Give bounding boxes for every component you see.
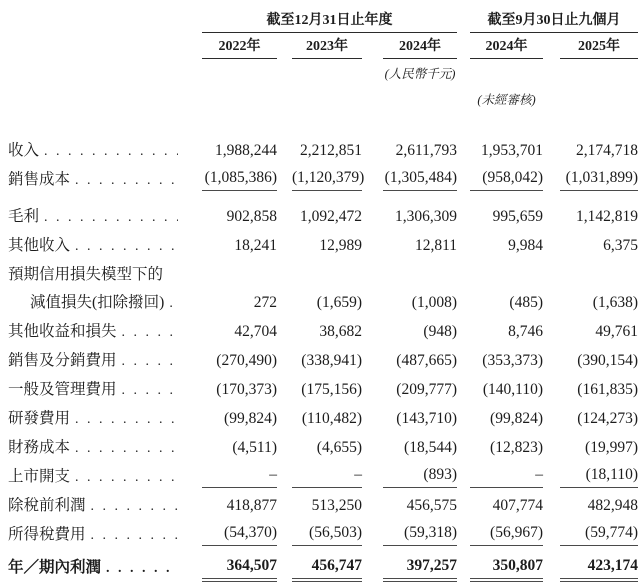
value-cell: [277, 289, 362, 318]
value: (893): [383, 463, 457, 488]
value-cell: [543, 261, 638, 289]
value: 2,174,718: [576, 142, 638, 159]
value-cell: [202, 261, 277, 289]
value-cell: [202, 463, 277, 492]
value-cell: [457, 289, 543, 318]
value: 397,257: [383, 554, 457, 579]
table-row: [8, 405, 640, 434]
value: 8,746: [508, 323, 543, 340]
row-label: [8, 203, 202, 232]
unaudited-note-row: [8, 82, 640, 108]
value: 2,611,793: [395, 142, 457, 159]
year-header-2024: 2024年: [362, 39, 457, 59]
unaudited-note: (未經審核): [477, 93, 536, 108]
value-cell: [202, 203, 277, 232]
row-label-text: 收入: [8, 142, 40, 159]
value: (4,655): [316, 439, 362, 456]
value: (110,482): [301, 410, 362, 427]
value-cell: [202, 554, 277, 583]
row-label-text: 銷售及分銷費用: [8, 352, 117, 369]
value-cell: [457, 232, 543, 261]
value-cell: [457, 434, 543, 463]
value-cell: [277, 137, 362, 166]
row-label: [8, 137, 202, 166]
value-cell: [457, 521, 543, 550]
value: 1,092,472: [300, 208, 362, 225]
value-cell: [362, 463, 457, 492]
value-cell: [362, 261, 457, 289]
table-row: [8, 463, 640, 492]
table-header: [8, 6, 640, 108]
dot-leader: [44, 137, 178, 166]
dot-leader: [75, 463, 178, 492]
row-label-text: 財務成本: [8, 439, 71, 456]
value-cell: [362, 521, 457, 550]
value: 18,241: [234, 237, 277, 254]
table-row: [8, 554, 640, 583]
value: (19,997): [585, 439, 638, 456]
value: (59,318): [383, 521, 457, 546]
value-cell: [457, 376, 543, 405]
value: 513,250: [311, 497, 362, 514]
value-cell: [277, 434, 362, 463]
value-cell: [457, 405, 543, 434]
value: (1,008): [411, 294, 457, 311]
row-label: [8, 318, 202, 347]
value-cell: [457, 137, 543, 166]
year-header-row: [8, 33, 640, 59]
table-row: [8, 166, 640, 195]
value: 423,174: [560, 554, 638, 579]
value: 456,575: [406, 497, 457, 514]
value-cell: [277, 376, 362, 405]
value: 456,747: [292, 554, 362, 579]
value-cell: [277, 166, 365, 195]
value: 1,988,244: [215, 142, 277, 159]
value-cell: [543, 347, 638, 376]
value-cell: [277, 492, 362, 521]
value: (1,305,484): [383, 166, 457, 191]
value-cell: [202, 166, 277, 195]
row-label: [8, 289, 202, 318]
value: 38,682: [319, 323, 362, 340]
row-label-text: 所得稅費用: [8, 526, 86, 543]
row-label: [8, 232, 202, 261]
value: (1,120,379): [292, 166, 362, 191]
value-cell: [277, 405, 362, 434]
value-cell: [277, 318, 362, 347]
year-header-2024-interim: 2024年: [457, 39, 543, 59]
value: (487,665): [396, 352, 457, 369]
value: 9,984: [508, 237, 543, 254]
value: (209,777): [396, 381, 457, 398]
value: (124,273): [577, 410, 638, 427]
value: 12,811: [414, 237, 457, 254]
value: 1,306,309: [395, 208, 457, 225]
row-label-text: 除稅前利潤: [8, 497, 86, 514]
value: (1,085,386): [202, 166, 277, 191]
dot-leader: [122, 376, 178, 405]
value-cell: [543, 232, 638, 261]
value-cell: [202, 492, 277, 521]
row-label: [8, 347, 202, 376]
row-label-text: 上市開支: [8, 468, 71, 485]
dot-leader: [75, 232, 178, 261]
row-label: [8, 492, 202, 521]
value: 42,704: [234, 323, 277, 340]
row-label: [8, 434, 202, 463]
value: 49,761: [595, 323, 638, 340]
value: (170,373): [216, 381, 277, 398]
column-group-annual: 截至12月31日止年度: [202, 13, 457, 33]
value: 995,659: [492, 208, 543, 225]
value: 482,948: [587, 497, 638, 514]
dot-leader: [75, 166, 178, 195]
value-cell: [543, 203, 638, 232]
value-cell: [543, 463, 638, 492]
value-cell: [543, 492, 638, 521]
value: (1,031,899): [560, 166, 638, 191]
dot-leader: [169, 289, 178, 318]
value: 6,375: [603, 237, 638, 254]
value: (54,370): [202, 521, 277, 546]
row-label: [8, 463, 202, 492]
value-cell: [202, 405, 277, 434]
table-row: [8, 376, 640, 405]
value-cell: [543, 434, 638, 463]
value-cell: [277, 261, 362, 289]
value: 1,953,701: [481, 142, 543, 159]
value: (270,490): [216, 352, 277, 369]
value: (140,110): [482, 381, 543, 398]
row-label-text: 預期信用損失模型下的: [8, 266, 164, 283]
row-label-text: 其他收入: [8, 237, 71, 254]
value-cell: [277, 347, 362, 376]
table-row: [8, 318, 640, 347]
value: (143,710): [396, 410, 457, 427]
value-cell: [543, 405, 638, 434]
value-cell: [543, 521, 638, 550]
dot-leader: [75, 405, 178, 434]
value-cell: [543, 554, 638, 583]
value-cell: [457, 261, 543, 289]
row-label-text: 一般及管理費用: [8, 381, 117, 398]
dot-leader: [106, 554, 178, 583]
value-cell: [362, 203, 457, 232]
value: (18,110): [560, 463, 638, 488]
value: (485): [509, 294, 543, 311]
table-row: [8, 203, 640, 232]
value-cell: [362, 166, 457, 195]
value: 272: [253, 294, 277, 311]
value-cell: [202, 289, 277, 318]
value: (948): [423, 323, 457, 340]
column-group-interim: 截至9月30日止九個月: [470, 13, 638, 33]
row-label-text: 其他收益和損失: [8, 323, 117, 340]
table-row: [8, 492, 640, 521]
dot-leader: [122, 347, 178, 376]
value-cell: [362, 405, 457, 434]
value: 418,877: [226, 497, 277, 514]
value: 12,989: [319, 237, 362, 254]
table-row: [8, 261, 640, 289]
table-row: [8, 232, 640, 261]
dot-leader: [75, 434, 178, 463]
row-label: [8, 521, 202, 550]
value-cell: [362, 376, 457, 405]
value-cell: [543, 289, 638, 318]
value: (12,823): [490, 439, 543, 456]
value-cell: [457, 166, 543, 195]
value-cell: [202, 137, 277, 166]
currency-unit-note: (人民幣千元): [384, 67, 456, 82]
value-cell: [362, 289, 457, 318]
row-label-text: 研發費用: [8, 410, 71, 427]
row-label-text: 銷售成本: [8, 171, 71, 188]
row-label-text: 年／期內利潤: [8, 559, 102, 576]
dot-leader: [91, 521, 178, 550]
row-label-text: 毛利: [8, 208, 40, 225]
value: (1,659): [316, 294, 362, 311]
table-row: [8, 521, 640, 550]
value-cell: [543, 318, 638, 347]
table-row: [8, 347, 640, 376]
value-cell: [543, 166, 638, 195]
value-cell: [457, 463, 543, 492]
year-header-2022: 2022年: [202, 39, 277, 59]
table-body: [8, 137, 640, 583]
value-cell: [277, 463, 362, 492]
value: (4,511): [232, 439, 277, 456]
value-cell: [202, 232, 277, 261]
row-label: [8, 261, 202, 289]
value: (18,544): [404, 439, 457, 456]
row-label-text: 減值損失(扣除撥回): [30, 294, 165, 311]
value: 407,774: [492, 497, 543, 514]
value-cell: [362, 347, 457, 376]
value: (1,638): [592, 294, 638, 311]
value-cell: [202, 434, 277, 463]
value: (99,824): [224, 410, 277, 427]
value: 364,507: [202, 554, 277, 579]
table-row: [8, 434, 640, 463]
value-cell: [202, 376, 277, 405]
value-cell: [202, 521, 277, 550]
value: (161,835): [577, 381, 638, 398]
value-cell: [202, 347, 277, 376]
value-cell: [277, 554, 362, 583]
value: (175,156): [301, 381, 362, 398]
value: (59,774): [560, 521, 638, 546]
value: 902,858: [226, 208, 277, 225]
dot-leader: [44, 203, 178, 232]
year-header-2023: 2023年: [277, 39, 362, 59]
value: (958,042): [470, 166, 543, 191]
row-label: [8, 166, 202, 195]
value: 1,142,819: [576, 208, 638, 225]
value-cell: [277, 203, 362, 232]
value-cell: [457, 347, 543, 376]
value: (56,967): [470, 521, 543, 546]
value: (56,503): [292, 521, 362, 546]
value-cell: [362, 434, 457, 463]
value: –: [202, 463, 277, 488]
table-row: [8, 289, 640, 318]
row-label: [8, 554, 202, 583]
value-cell: [277, 232, 362, 261]
value: 2,212,851: [300, 142, 362, 159]
value-cell: [457, 554, 543, 583]
value: (99,824): [490, 410, 543, 427]
value-cell: [543, 137, 638, 166]
column-group-row: [8, 6, 640, 33]
dot-leader: [122, 318, 178, 347]
value-cell: [457, 492, 543, 521]
value-cell: [457, 318, 543, 347]
value-cell: [457, 203, 543, 232]
value-cell: [362, 554, 457, 583]
value: (390,154): [577, 352, 638, 369]
value-cell: [362, 137, 457, 166]
value-cell: [543, 376, 638, 405]
dot-leader: [91, 492, 178, 521]
currency-note-row: [8, 59, 640, 82]
value-cell: [277, 521, 362, 550]
row-label: [8, 376, 202, 405]
value-cell: [202, 318, 277, 347]
row-label: [8, 405, 202, 434]
value-cell: [362, 318, 457, 347]
value: (338,941): [301, 352, 362, 369]
value: (353,373): [482, 352, 543, 369]
value: –: [292, 463, 362, 488]
year-header-2025-interim: 2025年: [543, 39, 638, 59]
value: –: [470, 463, 543, 488]
value-cell: [362, 232, 457, 261]
value-cell: [362, 492, 457, 521]
value: 350,807: [470, 554, 543, 579]
table-row: [8, 137, 640, 166]
